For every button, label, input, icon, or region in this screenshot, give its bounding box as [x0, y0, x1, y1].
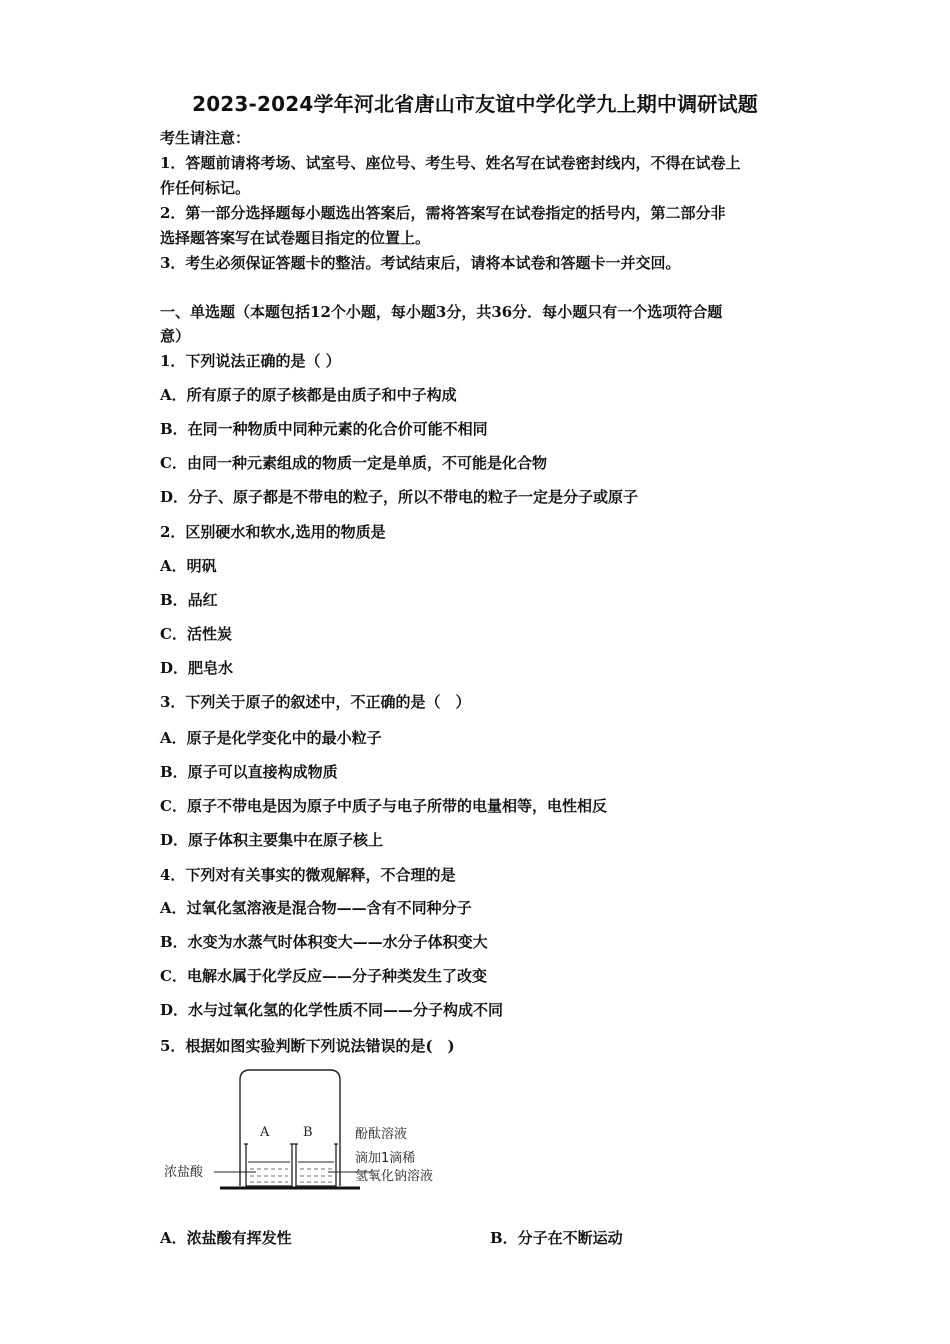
question-option: C．由同一种元素组成的物质一定是单质，不可能是化合物	[160, 454, 547, 472]
notice-item: 选择题答案写在试卷题目指定的位置上。	[160, 229, 431, 247]
question-option: A．原子是化学变化中的最小粒子	[160, 729, 382, 747]
notice-item: 作任何标记。	[160, 179, 251, 197]
page-title: 2023-2024学年河北省唐山市友谊中学化学九上期中调研试题	[192, 92, 758, 116]
notice-item: 3．考生必须保证答题卡的整洁。考试结束后，请将本试卷和答题卡一并交回。	[160, 254, 681, 272]
question-option: A．过氧化氢溶液是混合物——含有不同种分子	[160, 899, 472, 917]
question-option: B．品红	[160, 591, 218, 609]
question-stem: 2．区别硬水和软水,选用的物质是	[160, 523, 386, 541]
question-option: D．水与过氧化氢的化学性质不同——分子构成不同	[160, 1001, 504, 1019]
label-phenolphthalein: 酚酞溶液	[355, 1127, 408, 1142]
question-stem: 1．下列说法正确的是（ ）	[160, 352, 341, 370]
question-option: A．明矾	[160, 557, 217, 575]
question-stem: 3．下列关于原子的叙述中，不正确的是（ ）	[160, 693, 471, 711]
section-heading-cont: 意）	[160, 327, 191, 345]
question-option: D．肥皂水	[160, 659, 234, 677]
question-option: B．在同一种物质中同种元素的化合价可能不相同	[160, 420, 488, 438]
label-concentrated-hcl: 浓盐酸	[164, 1165, 204, 1180]
section-heading: 一、单选题（本题包括12个小题，每小题3分，共36分．每小题只有一个选项符合题	[160, 303, 723, 321]
beaker-a	[246, 1144, 292, 1186]
notice-item: 1．答题前请将考场、试室号、座位号、考生号、姓名写在试卷密封线内，不得在试卷上	[160, 154, 741, 172]
question-option: B．水变为水蒸气时体积变大——水分子体积变大	[160, 933, 488, 951]
question-option: D．分子、原子都是不带电的粒子，所以不带电的粒子一定是分子或原子	[160, 488, 639, 506]
notice-heading: 考生请注意：	[160, 129, 251, 147]
label-b: B	[303, 1125, 313, 1140]
question-option: C．电解水属于化学反应——分子种类发生了改变	[160, 967, 487, 985]
experiment-figure	[160, 1064, 480, 1194]
question-stem: 5．根据如图实验判断下列说法错误的是( )	[160, 1037, 455, 1055]
question-option: B．分子在不断运动	[490, 1229, 623, 1247]
beaker-b	[296, 1144, 336, 1186]
question-option: B．原子可以直接构成物质	[160, 763, 338, 781]
question-option: C．原子不带电是因为原子中质子与电子所带的电量相等，电性相反	[160, 797, 607, 815]
notice-item: 2．第一部分选择题每小题选出答案后，需将答案写在试卷指定的括号内，第二部分非	[160, 204, 726, 222]
question-option: C．活性炭	[160, 625, 232, 643]
question-option: A．所有原子的原子核都是由质子和中子构成	[160, 386, 457, 404]
question-stem: 4．下列对有关事实的微观解释，不合理的是	[160, 866, 456, 884]
bell-jar	[240, 1070, 340, 1186]
question-option: A．浓盐酸有挥发性	[160, 1229, 292, 1247]
label-drop-naoh: 滴加1滴稀	[355, 1151, 416, 1166]
label-a: A	[260, 1125, 270, 1140]
label-naoh-solution: 氢氧化钠溶液	[355, 1169, 434, 1184]
question-option: D．原子体积主要集中在原子核上	[160, 831, 384, 849]
